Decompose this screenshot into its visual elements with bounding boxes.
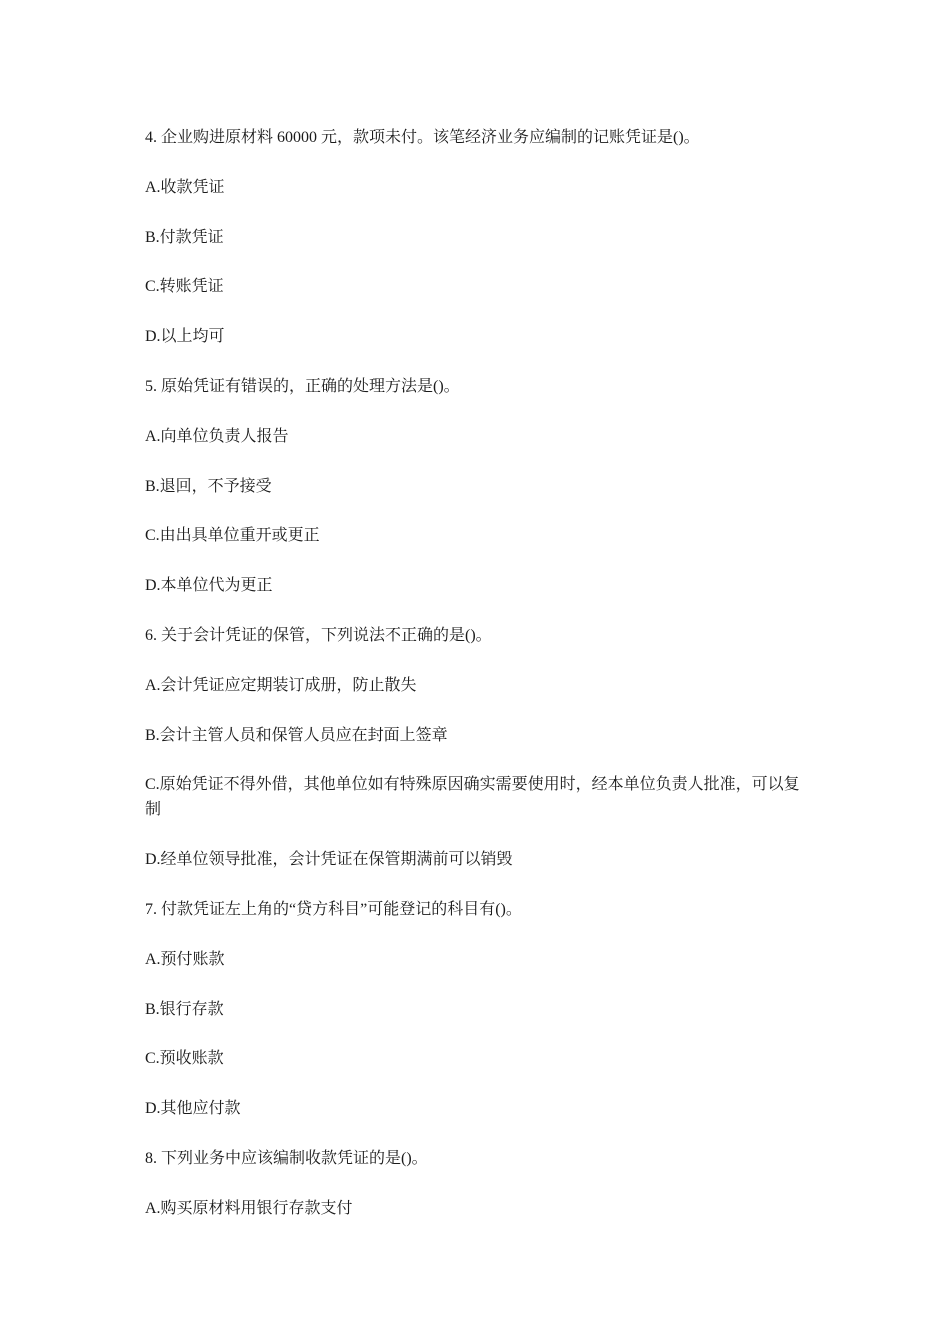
option-8a: A.购买原材料用银行存款支付	[145, 1199, 353, 1217]
option-6d: D.经单位领导批准，会计凭证在保管期满前可以销毁	[145, 851, 513, 869]
option-5d: D.本单位代为更正	[145, 577, 273, 595]
option-5b: B.退回，不予接受	[145, 477, 272, 495]
question-8: 8. 下列业务中应该编制收款凭证的是()。	[145, 1149, 428, 1167]
question-4: 4. 企业购进原材料 60000 元，款项未付。该笔经济业务应编制的记账凭证是()。	[145, 129, 700, 146]
option-7a: A.预付账款	[145, 950, 225, 968]
question-list	[145, 125, 810, 1246]
option-5a: A.向单位负责人报告	[145, 427, 289, 445]
option-7c: C.预收账款	[145, 1050, 224, 1068]
question-5: 5. 原始凭证有错误的，正确的处理方法是()。	[145, 377, 460, 395]
option-4d: D.以上均可	[145, 328, 225, 346]
option-6b: B.会计主管人员和保管人员应在封面上签章	[145, 726, 448, 744]
option-4c: C.转账凭证	[145, 278, 224, 296]
option-4b: B.付款凭证	[145, 228, 224, 246]
question-6: 6. 关于会计凭证的保管，下列说法不正确的是()。	[145, 626, 492, 644]
option-5c: C.由出具单位重开或更正	[145, 527, 320, 545]
option-7d: D.其他应付款	[145, 1100, 241, 1118]
option-7b: B.银行存款	[145, 1000, 224, 1018]
option-6a: A.会计凭证应定期装订成册，防止散失	[145, 676, 417, 694]
option-6c: C.原始凭证不得外借，其他单位如有特殊原因确实需要使用时，经本单位负责人批准，可以复制	[145, 776, 800, 819]
question-7: 7. 付款凭证左上角的“贷方科目”可能登记的科目有()。	[145, 900, 522, 918]
option-4a: A.收款凭证	[145, 178, 225, 196]
